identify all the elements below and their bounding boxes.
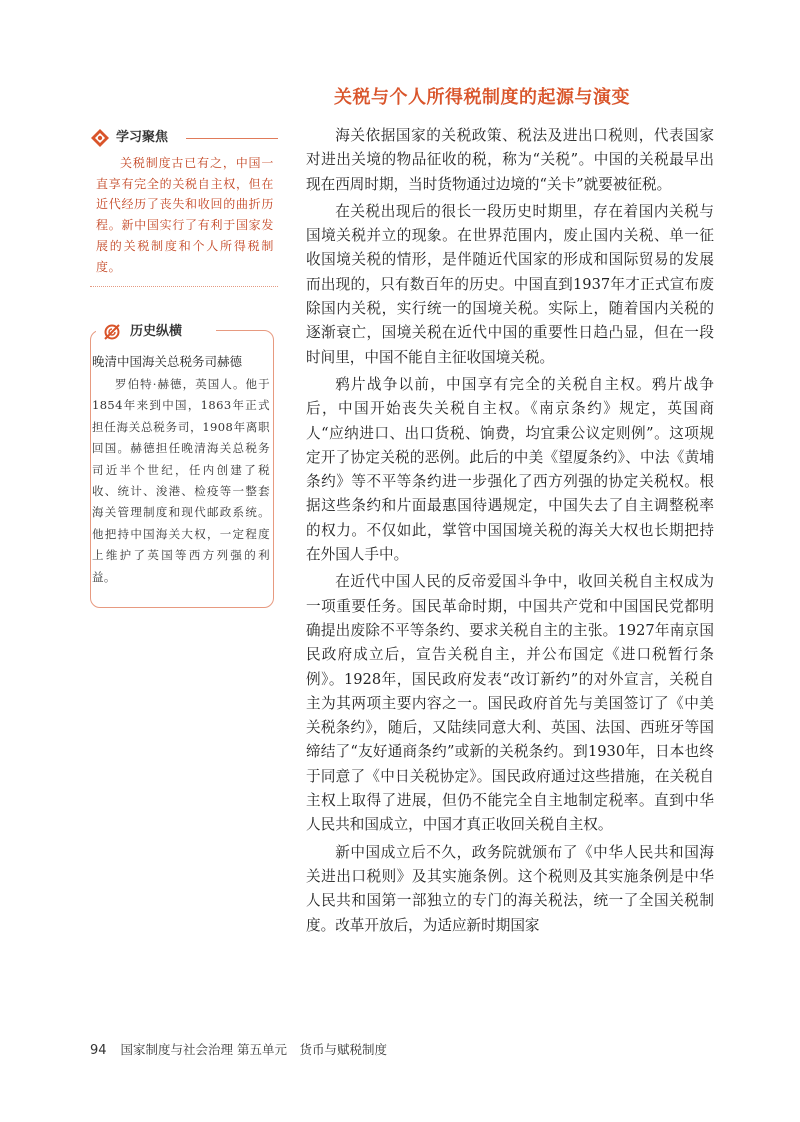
history-heading: 晚清中国海关总税务司赫德 — [92, 354, 243, 369]
history-header — [96, 321, 216, 343]
focus-title: 学习聚焦 — [116, 130, 169, 145]
body-paragraph-5: 新中国成立后不久，政务院就颁布了《中华人民共和国海关进出口税则》及其实施条例。这个税则及其实施条例是中华人民共和国第一部独立的专门的海关税法，统一了全国关税制度。改革开放后，为适应新时期国家 — [306, 843, 714, 934]
focus-divider — [186, 138, 278, 139]
page-footer — [90, 1040, 710, 1060]
body-paragraph-1: 海关依据国家的关税政策、税法及进出口税则，代表国家对进出关境的物品征收的税，称为“关税”。中国的关税最早出现在西周时期，当时货物通过边境的“关卡”就要被征税。 — [306, 127, 714, 193]
running-title: 国家制度与社会治理 第五单元 货币与赋税制度 — [120, 1042, 388, 1057]
section-title: 关税与个人所得税制度的起源与演变 — [334, 87, 630, 108]
diamond-badge-icon — [90, 128, 110, 148]
history-title: 历史纵横 — [130, 324, 183, 339]
body-paragraph-3: 鸦片战争以前，中国享有完全的关税自主权。鸦片战争后，中国开始丧失关税自主权。《南京条约》规定，英国商人“应纳进口、出口货税、饷费，均宜秉公议定则例”。这项规定开了协定关税的恶例。此后的中美《望厦条约》、中法《黄埔条约》等不平等条约进一步强化了西方列强的协定关税权。根据这些条约和片面最惠国待遇规定，中国失去了自主调整税率的权力。不仅如此，掌管中国国境关税的海关大权也长期把持在外国人手中。 — [306, 375, 714, 564]
body-paragraph-2: 在关税出现后的很长一段历史时期里，存在着国内关税与国境关税并立的现象。在世界范围内，废止国内关税、单一征收国境关税的情形，是伴随近代国家的形成和国际贸易的发展而出现的，只有数百年的历史。中国直到1937年才正式宣布废除国内关税，实行统一的国境关税。实际上，随着国内关税的逐渐衰亡，国境关税在近代中国的重要性日趋凸显，但在一段时间里，中国不能自主征收国境关税。 — [306, 202, 714, 366]
focus-header — [90, 128, 278, 148]
focus-dotted-divider — [90, 286, 278, 287]
body-paragraph-4: 在近代中国人民的反帝爱国斗争中，收回关税自主权成为一项重要任务。国民革命时期，中国共产党和中国国民党都明确提出废除不平等条约、要求关税自主的主张。1927年南京国民政府成立后，宣告关税自主，并公布国定《进口税暂行条例》。1928年，国民政府发表“改订新约”的对外宣言，关税自主为其两项主要内容之一。国民政府首先与美国签订了《中美关税条约》，随后，又陆续同意大利、英国、法国、西班牙等国缔结了“友好通商条约”或新的关税条约。到1930年，日本也终于同意了《中日关税协定》。国民政府通过这些措施，在关税自主权上取得了进展，但仍不能完全自主地制定税率。直到中华人民共和国成立，中国才真正收回关税自主权。 — [306, 573, 714, 834]
page-number: 94 — [90, 1043, 107, 1058]
main-body — [306, 124, 714, 941]
history-text: 罗伯特·赫德，英国人。他于1854年来到中国，1863年正式担任海关总税务司，1908年离职回国。赫德担任晚清海关总税务司近半个世纪，任内创建了税收、统计、浚港、检疫等一整套海关管理制度和现代邮政系统。他把持中国海关大权，一定程度上维护了英国等西方列强的利益。 — [92, 377, 270, 584]
focus-text: 关税制度古已有之，中国一直享有完全的关税自主权，但在近代经历了丧失和收回的曲折历程。新中国实行了有利于国家发展的关税制度和个人所得税制度。 — [96, 156, 274, 274]
scroll-swirl-icon — [102, 322, 122, 342]
